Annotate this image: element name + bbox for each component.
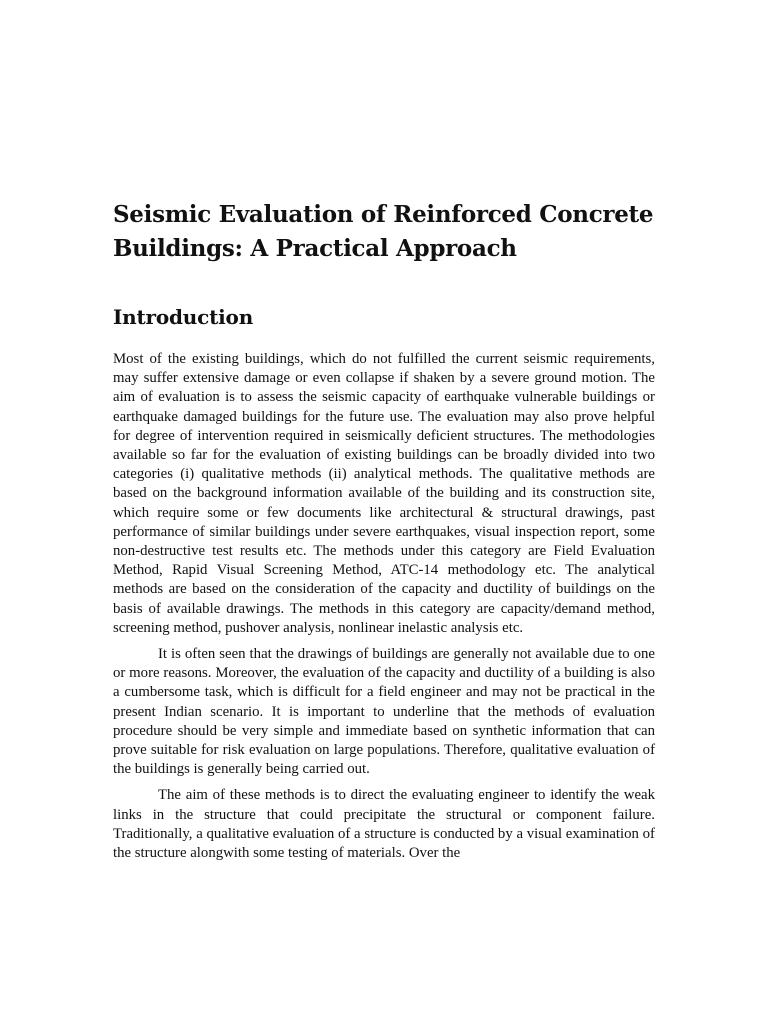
body-paragraph: Most of the existing buildings, which do not fulfilled the current seismic requirements, may suffer extensive damage or even collapse if shaken by a severe ground motion. The aim of evaluation is to assess the seismic capacity of earthquake vulnerable buildings or earthquake damaged buildings for the future use. The evaluation may also prove helpful for degree of intervention required in seismically deficient structures. The methodologies available so far for the evaluation of existing buildings can be broadly divided into two categories (i) qualitative methods (ii) analytical methods. The qualitative methods are based on the background information available of the building and its construction site, which require some or few documents like architectural & structural drawings, past performance of similar buildings under severe earthquakes, visual inspection report, some non-destructive test results etc. The methods under this category are Field Evaluation Method, Rapid Visual Screening Method, ATC-14 methodology etc. The analytical methods are based on the consideration of the capacity and ductility of buildings on the basis of available drawings. The methods in this category are capacity/demand method, screening method, pushover analysis, nonlinear inelastic analysis etc. — [113, 351, 655, 636]
document-page — [113, 198, 655, 863]
body-paragraph: The aim of these methods is to direct the evaluating engineer to identify the weak links in the structure that could precipitate the structural or component failure. Traditionally, a qualitative evaluation of a structure is conducted by a visual examination of the structure alongwith some testing of materials. Over the — [113, 787, 655, 862]
body-paragraph: It is often seen that the drawings of buildings are generally not available due to one or more reasons. Moreover, the evaluation of the capacity and ductility of a building is also a cumbersome task, which is difficult for a field engineer and may not be practical in the present Indian scenario. It is important to underline that the methods of evaluation procedure should be very simple and immediate based on synthetic information that can prove suitable for risk evaluation on large populations. Therefore, qualitative evaluation of the buildings is generally being carried out. — [113, 646, 655, 778]
section-heading-introduction: Introduction — [113, 305, 254, 329]
document-title: Seismic Evaluation of Reinforced Concrete Buildings: A Practical Approach — [113, 201, 654, 262]
